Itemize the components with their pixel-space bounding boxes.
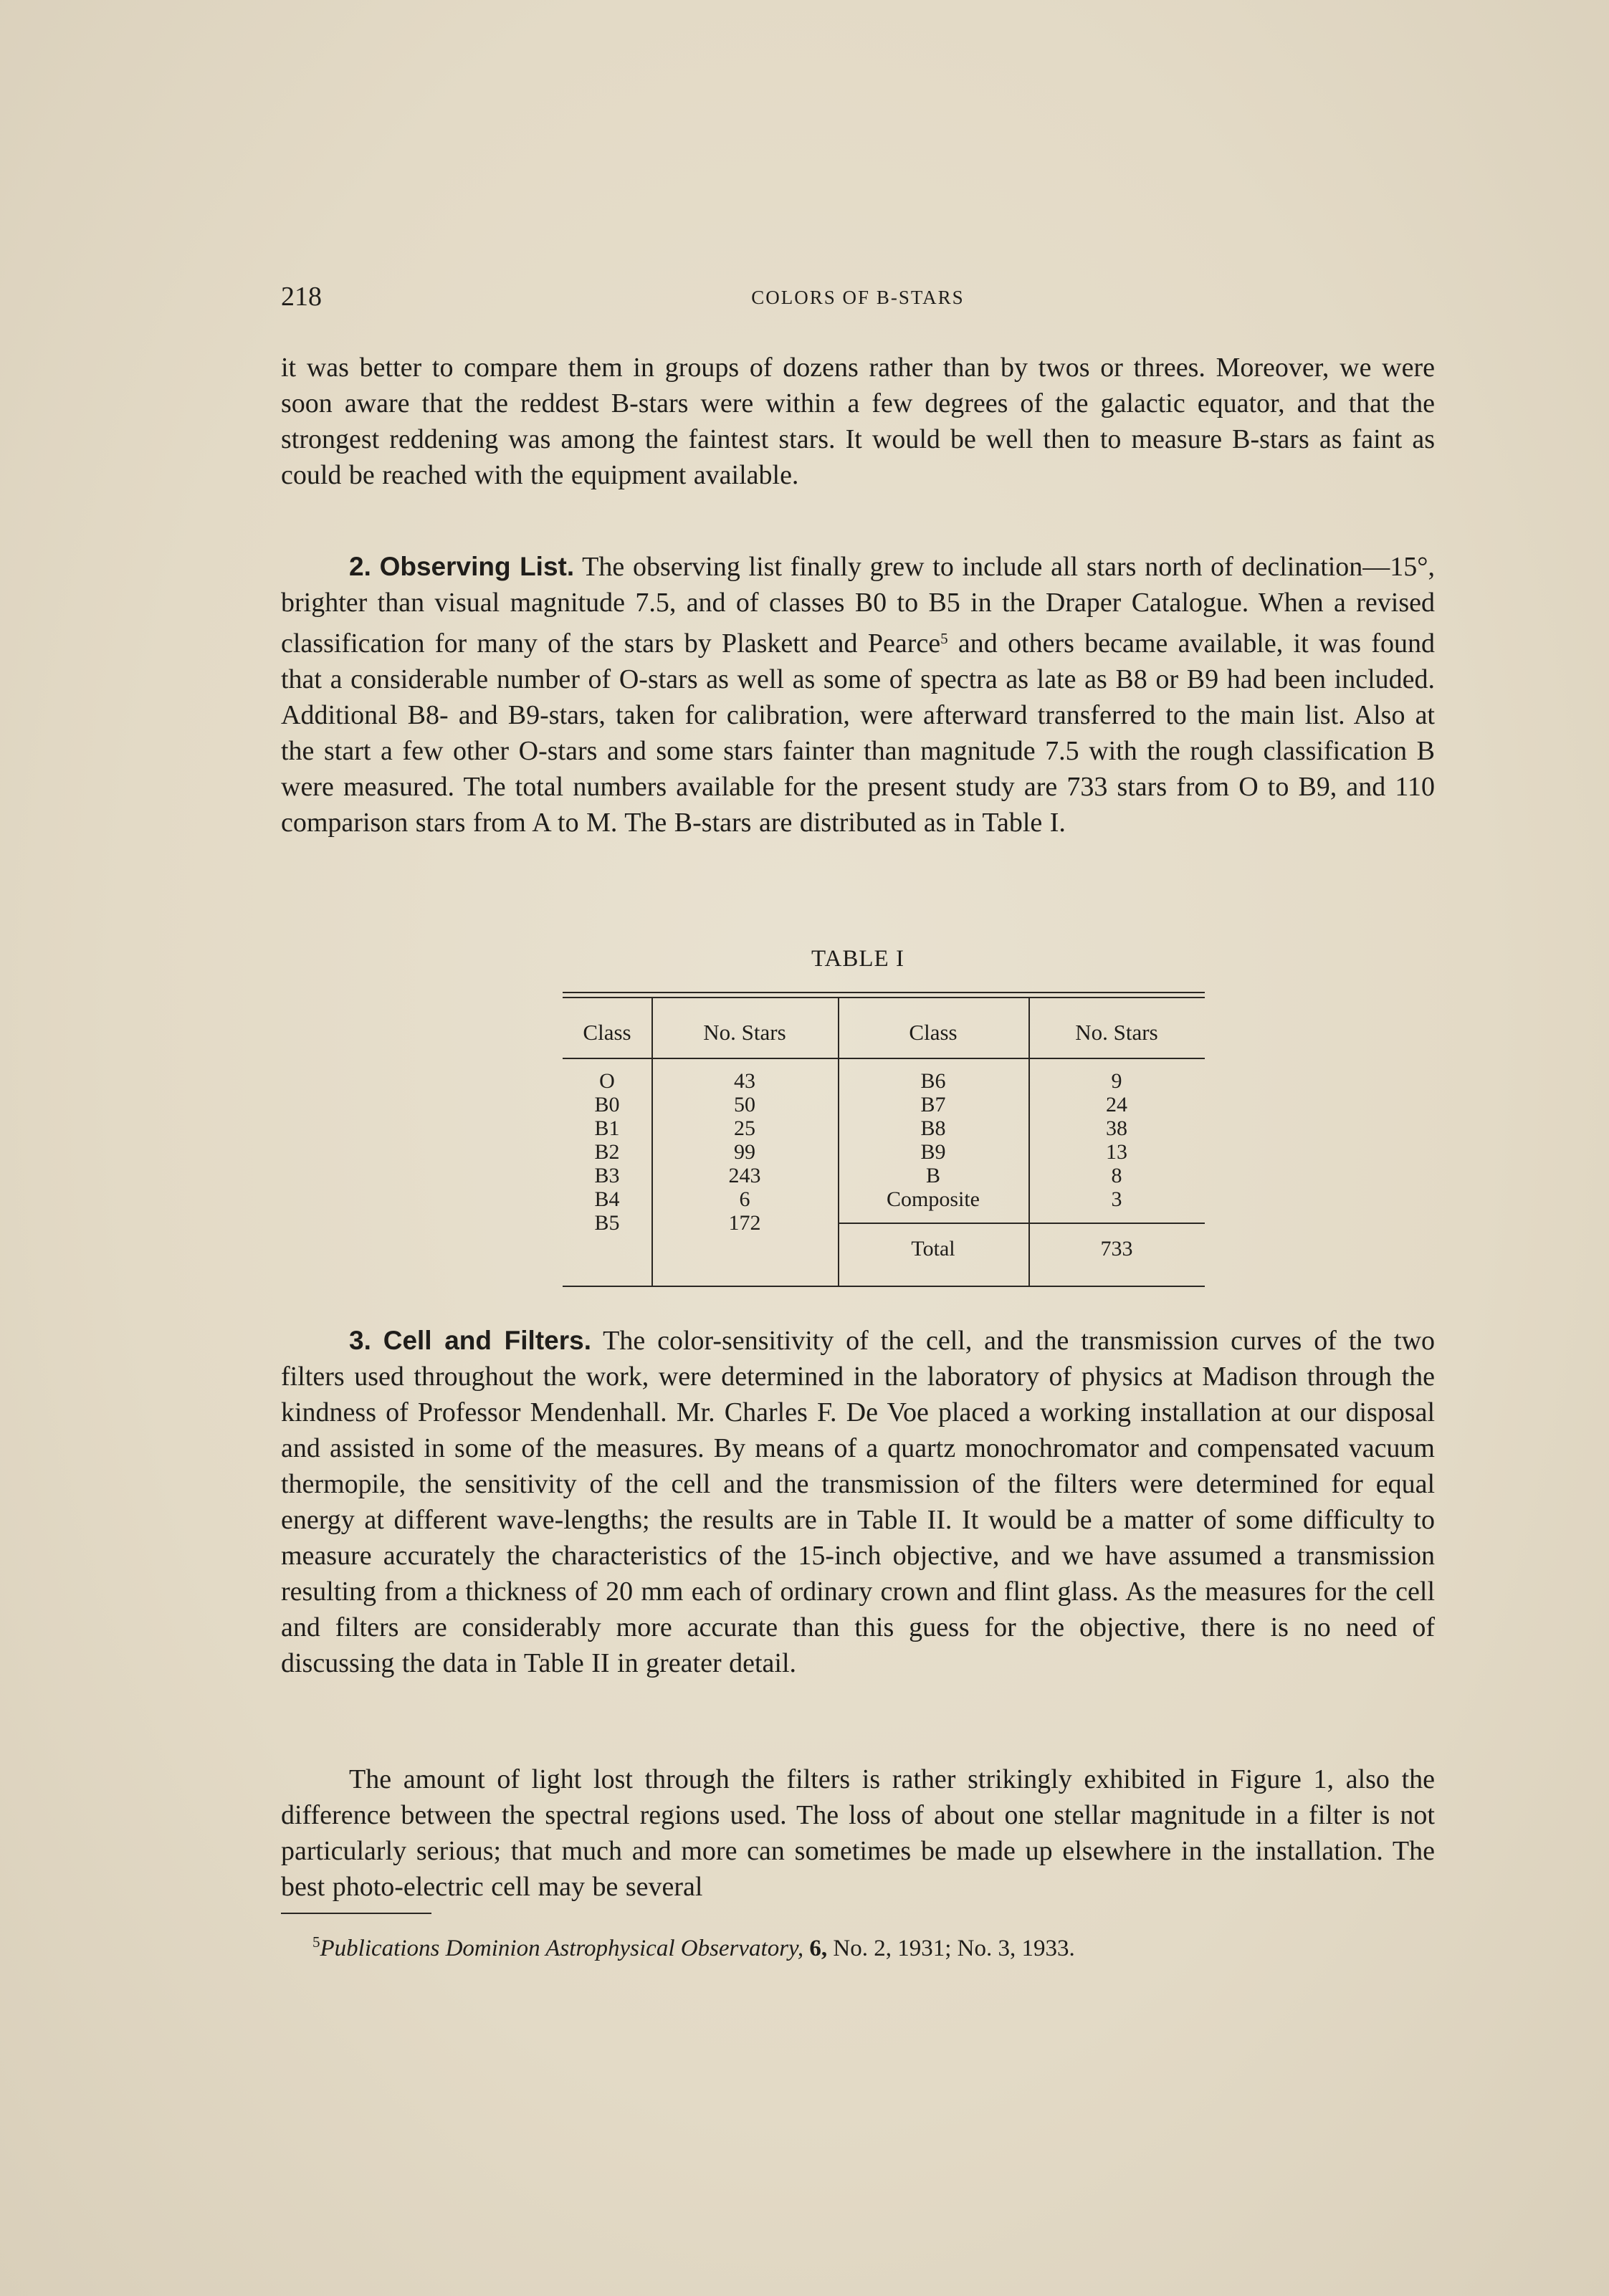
section-number: 2. — [349, 552, 371, 581]
footnote-reference: 5 — [940, 630, 948, 647]
table-cell: B6 — [920, 1069, 946, 1093]
table-title: TABLE I — [811, 946, 904, 972]
table-cell: B5 — [594, 1211, 620, 1235]
table-header-rule — [563, 1058, 1205, 1059]
table-column-count-right — [1028, 1069, 1205, 1211]
page-number: 218 — [281, 282, 322, 312]
table-cell: 6 — [739, 1187, 750, 1211]
table-total-label: Total — [911, 1237, 955, 1261]
table-total-value: 733 — [1100, 1237, 1133, 1261]
table-cell: B — [925, 1164, 940, 1187]
footnote-title: Publications Dominion Astrophysical Observatory, — [320, 1936, 804, 1961]
table-header-cell: Class — [909, 1020, 958, 1045]
table-cell: 3 — [1111, 1187, 1122, 1211]
footnote-volume: 6, — [809, 1936, 828, 1961]
table-header-cell: No. Stars — [703, 1020, 786, 1045]
table-column-count-left — [651, 1069, 838, 1235]
table-cell: 43 — [734, 1069, 755, 1093]
section-title: Observing List. — [379, 552, 575, 581]
table-cell: 243 — [728, 1164, 761, 1187]
section-text-part-a: The observing list finally grew to include all stars north of declination—15°, brighter than visual magnitude 7.5, and of classes B0 to B5 in the Draper Catalogue. When a revised classification for many of the stars by Plaskett and Pearce — [281, 552, 1436, 659]
table-cell: 9 — [1111, 1069, 1122, 1093]
footnote-rule — [281, 1913, 431, 1914]
table-distribution — [563, 992, 1205, 1287]
table-column-class-right — [838, 1069, 1028, 1211]
table-cell: Composite — [886, 1187, 980, 1211]
footnote — [312, 1928, 1075, 1963]
section-text: The color-sensitivity of the cell, and the transmission curves of the two filters used throughout the work, were determined in the laboratory of physics at Madison through the kindness of Professor Mendenhall. Mr. Charles F. De Voe placed a working installation at our disposal and assisted in some of the measures. By means of a quartz monochromator and compensated vacuum thermopile, the sensitivity of the cell and the transmission of the filters were determined for equal energy at different wave-lengths; the results are in Table II. It would be a matter of some difficulty to measure accurately the characteristics of the 15-inch objective, and we have assumed a transmission resulting from a thickness of 20 mm each of ordinary crown and flint glass. As the measures for the cell and filters are considerably more accurate than this guess for the objective, there is no need of discussing the data in Table II in greater detail. — [281, 1326, 1436, 1678]
table-top-rule-inner — [563, 997, 1205, 998]
table-cell: 13 — [1106, 1140, 1127, 1164]
section-cell-and-filters — [281, 1323, 1435, 1681]
table-cell: B0 — [594, 1093, 620, 1116]
table-total-rule — [838, 1223, 1205, 1224]
footnote-details: No. 2, 1931; No. 3, 1933. — [827, 1936, 1075, 1961]
table-cell: B8 — [920, 1116, 946, 1140]
table-cell: B1 — [594, 1116, 620, 1140]
table-cell: 24 — [1106, 1093, 1127, 1116]
table-cell: B3 — [594, 1164, 620, 1187]
footnote-mark: 5 — [312, 1933, 320, 1951]
table-column-class-left — [563, 1069, 651, 1235]
table-cell: B9 — [920, 1140, 946, 1164]
running-head: COLORS OF B-STARS — [751, 287, 965, 308]
table-cell: 25 — [734, 1116, 755, 1140]
table-cell: 8 — [1111, 1164, 1122, 1187]
table-cell: 38 — [1106, 1116, 1127, 1140]
table-header-cell: No. Stars — [1075, 1020, 1158, 1045]
table-cell: 172 — [728, 1211, 761, 1235]
table-bottom-rule — [563, 1286, 1205, 1287]
table-cell: 50 — [734, 1093, 755, 1116]
section-text-part-b: and others became available, it was found that a considerable number of O-stars as well as some of spectra as late as B8 or B9 had been included. Additional B8- and B9-stars, taken for calibration, were afterward transferred to the main list. Also at the start a few other O-stars and some stars fainter than magnitude 7.5 with the rough classification B were measured. The total numbers available for the present study are 733 stars from O to B9, and 110 comparison stars from A to M. The B-stars are distributed as in Table I. — [281, 628, 1435, 838]
paragraph-light-loss: The amount of light lost through the filters is rather strikingly exhibited in Figure 1, also the difference between the spectral regions used. The loss of about one stellar magnitude in a filter is not particularly serious; that much and more can sometimes be made up elsewhere in the installation. The best photo-electric cell may be several — [281, 1764, 1435, 1902]
table-top-rule — [563, 992, 1205, 993]
table-cell: 99 — [734, 1140, 755, 1164]
table-cell: B2 — [594, 1140, 620, 1164]
section-title: Cell and Filters. — [383, 1326, 591, 1355]
section-number: 3. — [349, 1326, 371, 1355]
table-cell: O — [599, 1069, 615, 1093]
paragraph-continuation: it was better to compare them in groups of dozens rather than by twos or threes. Moreover, we were soon aware that the reddest B-stars were within a few degrees of the galactic equator, and that the strongest reddening was among the faintest stars. It would be well then to measure B-stars as faint as could be reached with the equipment available. — [281, 353, 1435, 490]
page-header — [281, 281, 1435, 317]
section-observing-list — [281, 549, 1435, 841]
table-header-cell: Class — [583, 1020, 631, 1045]
table-cell: B7 — [920, 1093, 946, 1116]
table-cell: B4 — [594, 1187, 620, 1211]
